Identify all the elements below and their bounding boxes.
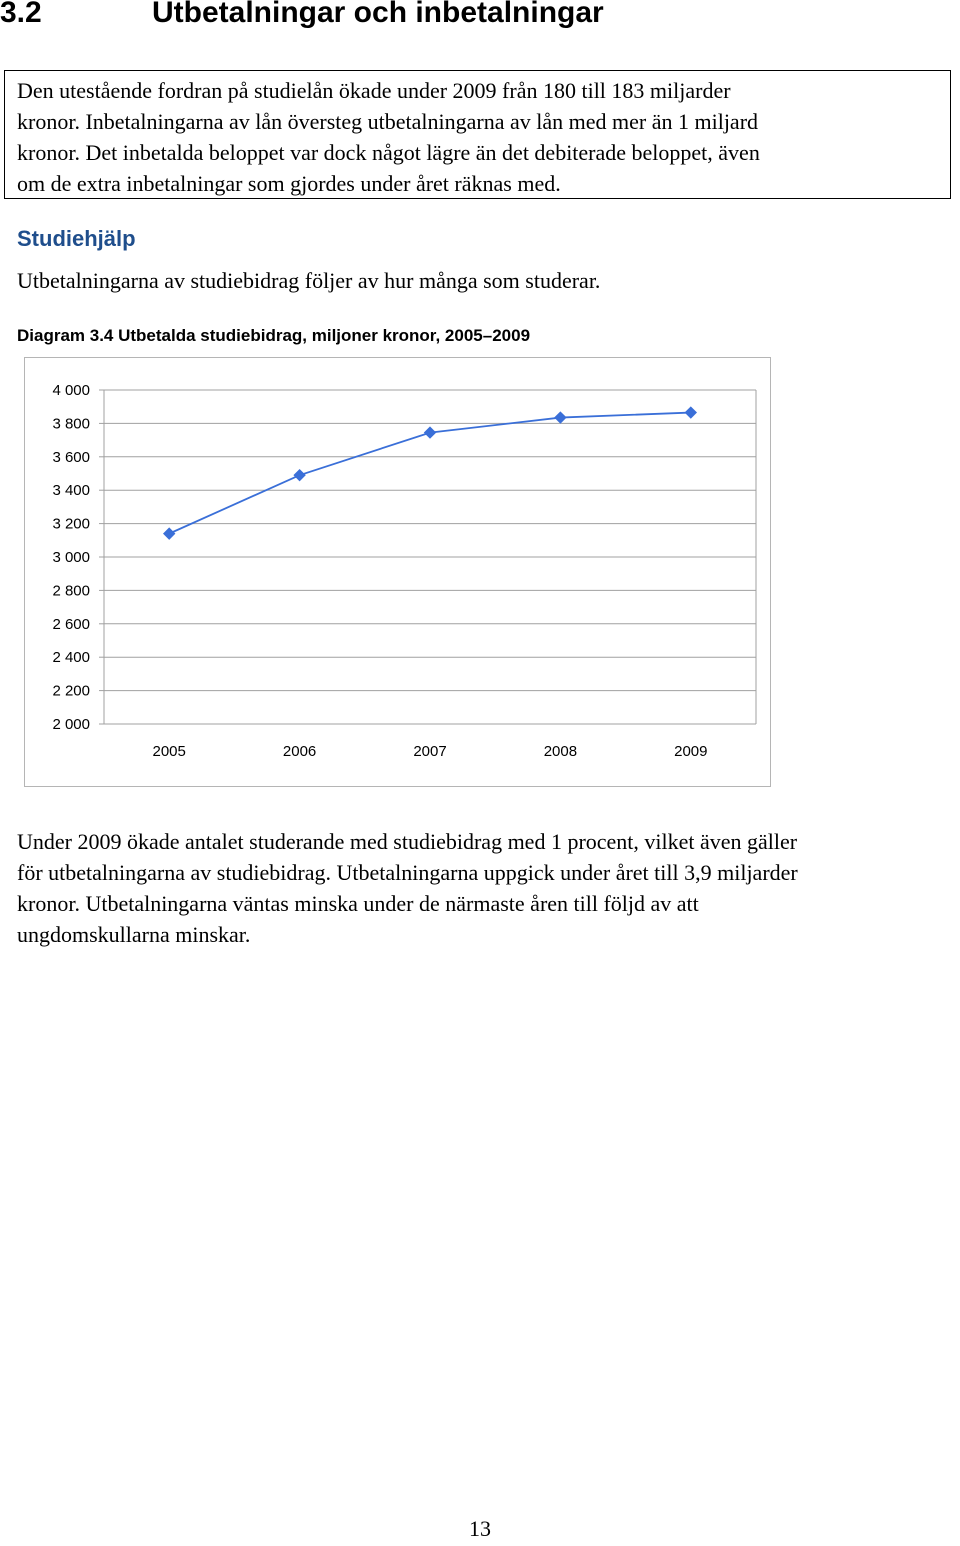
x-tick-label: 2005 <box>152 743 186 760</box>
data-point-marker <box>294 470 305 481</box>
x-tick-label: 2009 <box>674 743 708 760</box>
x-tick-label: 2007 <box>413 743 447 760</box>
y-tick-label: 2 400 <box>52 649 90 667</box>
page-number: 13 <box>469 1516 491 1541</box>
y-tick-label: 3 600 <box>52 448 90 466</box>
summary-line: om de extra inbetalningar som gjordes under året räknas med. <box>17 171 561 196</box>
y-tick-label: 3 000 <box>52 549 90 566</box>
summary-line: kronor. Inbetalningarna av lån översteg utbetalningarna av lån med mer än 1 miljard <box>17 109 759 134</box>
section-title: Utbetalningar och inbetalningar <box>152 0 604 29</box>
y-tick-label: 3 200 <box>52 515 90 533</box>
x-tick-label: 2008 <box>543 743 578 760</box>
data-point-marker <box>555 412 566 423</box>
diagram-title: Diagram 3.4 Utbetalda studiebidrag, miljoner kronor, 2005–2009 <box>17 326 531 345</box>
chart-frame <box>24 357 771 787</box>
section-number: 3.2 <box>0 0 42 29</box>
y-tick-label: 4 000 <box>52 382 90 399</box>
line-chart <box>25 358 770 786</box>
body-line: Under 2009 ökade antalet studerande med studiebidrag med 1 procent, vilket även gäller <box>17 829 798 854</box>
y-tick-label: 2 600 <box>52 615 90 633</box>
body-line: ungdomskullarna minskar. <box>17 922 251 947</box>
summary-line: kronor. Det inbetalda beloppet var dock något lägre än det debiterade beloppet, även <box>17 140 760 165</box>
section-heading <box>0 0 604 30</box>
y-tick-label: 3 400 <box>52 482 90 500</box>
y-tick-label: 3 800 <box>52 415 90 433</box>
body-line: kronor. Utbetalningarna väntas minska under de närmaste åren till följd av att <box>17 891 699 916</box>
summary-line: Den utestående fordran på studielån ökade under 2009 från 180 till 183 miljarder <box>17 78 731 103</box>
summary-box <box>4 70 951 199</box>
y-tick-label: 2 200 <box>52 682 90 700</box>
intro-paragraph: Utbetalningarna av studiebidrag följer av hur många som studerar. <box>17 268 601 293</box>
body-line: för utbetalningarna av studiebidrag. Utbetalningarna uppgick under året till 3,9 miljarder <box>17 860 798 885</box>
y-tick-label: 2 800 <box>52 582 90 600</box>
x-tick-label: 2006 <box>282 743 317 760</box>
data-point-marker <box>425 427 436 438</box>
subsection-title: Studiehjälp <box>17 226 136 251</box>
data-point-marker <box>685 407 696 418</box>
body-paragraph <box>17 826 952 950</box>
y-tick-label: 2 000 <box>52 716 90 733</box>
data-point-marker <box>164 528 175 539</box>
